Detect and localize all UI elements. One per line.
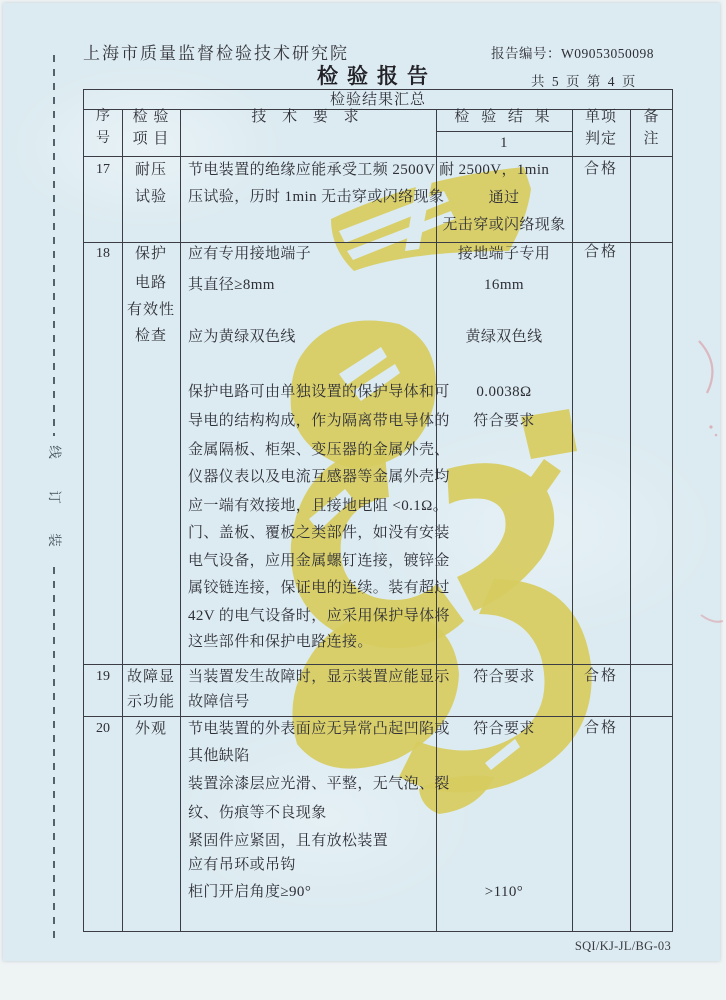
- header-item: 项 目: [132, 131, 170, 147]
- result-line: 符合要求: [473, 721, 535, 737]
- table-row-line: [84, 716, 672, 717]
- page-count: 共 5 页 第 4 页: [531, 74, 638, 89]
- item-line: 保护: [134, 246, 167, 262]
- row-no: 18: [96, 246, 110, 261]
- header-requirement: 技 术 要 求: [251, 109, 365, 125]
- header-item: 检 验: [132, 109, 170, 125]
- requirement-line: 柜门开启角度≥90°: [188, 884, 312, 900]
- requirement-line: 节电装置的绝缘应能承受工频 2500V 耐: [188, 162, 455, 178]
- row-no: 20: [96, 721, 110, 736]
- verdict: 合格: [583, 161, 618, 177]
- header-result-sub: 1: [500, 135, 508, 151]
- table-column-line: [572, 109, 573, 931]
- result-line: >110°: [484, 884, 524, 900]
- result-line: 符合要求: [473, 669, 535, 685]
- requirement-line: 应一端有效接地，且接地电阻 <0.1Ω。: [188, 498, 449, 514]
- result-line: 2500V，1min: [458, 162, 550, 178]
- item-line: 示功能: [126, 694, 175, 710]
- result-line: 接地端子专用: [457, 246, 551, 262]
- requirement-line: 42V 的电气设备时，应采用保护导体将: [188, 608, 450, 624]
- requirement-line: 当装置发生故障时，显示装置应能显示: [188, 669, 450, 685]
- requirement-line: 其直径≥8mm: [188, 277, 275, 293]
- item-line: 有效性: [126, 302, 175, 318]
- table-summary-title: 检验结果汇总: [329, 92, 426, 108]
- requirement-line: 金属隔板、柜架、变压器的金属外壳、: [188, 442, 450, 458]
- result-line: 无击穿或闪络现象: [442, 217, 566, 233]
- result-line: 黄绿双色线: [465, 329, 543, 345]
- inspection-results-table: [83, 89, 673, 932]
- report-number: 报告编号：W09053050098: [491, 46, 654, 61]
- requirement-line: 应为黄绿双色线: [188, 329, 296, 345]
- result-subheader-line: [436, 131, 572, 132]
- requirement-line: 紧固件应紧固，且有放松装置: [188, 833, 389, 849]
- result-line: 0.0038Ω: [476, 384, 532, 400]
- item-line: 故障显: [126, 669, 175, 685]
- requirement-line: 仪器仪表以及电流互感器等金属外壳均: [188, 469, 450, 485]
- header-no: 号: [96, 131, 110, 146]
- verdict: 合格: [583, 244, 618, 260]
- table-row-line: [84, 156, 672, 157]
- header-verdict: 单项: [584, 109, 617, 125]
- binding-dashed-line-bottom: [53, 567, 55, 943]
- verdict: 合格: [583, 668, 618, 684]
- report-title: 检验报告: [317, 64, 437, 88]
- header-note: 备: [643, 109, 659, 125]
- requirement-line: 这些部件和保护电路连接。: [188, 634, 373, 650]
- requirement-line: 属铰链连接，保证电的连续。装有超过: [188, 580, 450, 596]
- binding-line-char: 订: [47, 490, 62, 504]
- table-column-line: [630, 109, 631, 931]
- result-line: 通过: [488, 190, 520, 206]
- requirement-line: 电气设备，应用金属螺钉连接，镀锌金: [188, 553, 450, 569]
- item-line: 耐压: [134, 162, 167, 178]
- requirement-line: 导电的结构构成，作为隔离带电导体的: [188, 413, 450, 429]
- item-line: 外观: [134, 721, 167, 737]
- requirement-line: 装置涂漆层应光滑、平整，无气泡、裂: [188, 776, 450, 792]
- table-row-line: [84, 664, 672, 665]
- form-code: SQI/KJ-JL/BG-03: [574, 939, 671, 953]
- verdict: 合格: [583, 720, 618, 736]
- requirement-line: 故障信号: [188, 694, 250, 710]
- requirement-line: 门、盖板、覆板之类部件，如没有安装: [188, 525, 450, 541]
- result-line: 符合要求: [473, 413, 535, 429]
- item-line: 电路: [134, 275, 167, 291]
- row-no: 17: [96, 162, 110, 177]
- table-column-line: [122, 109, 123, 931]
- header-no: 序: [96, 109, 110, 124]
- requirement-line: 压试验，历时 1min 无击穿或闪络现象: [188, 189, 445, 205]
- binding-line-char: 线: [47, 445, 62, 459]
- requirement-line: 应有吊环或吊钩: [188, 857, 296, 873]
- binding-line-char: 装: [47, 533, 62, 547]
- header-verdict: 判定: [584, 131, 617, 147]
- row-no: 19: [96, 669, 110, 684]
- requirement-line: 纹、伤痕等不良现象: [188, 805, 327, 821]
- requirement-line: 其他缺陷: [188, 748, 250, 764]
- requirement-line: 应有专用接地端子: [188, 246, 312, 262]
- paper-sheet: [3, 3, 720, 961]
- header-result: 检 验 结 果: [454, 109, 554, 125]
- binding-dashed-line-top: [53, 55, 55, 436]
- table-column-line: [180, 109, 181, 931]
- requirement-line: 节电装置的外表面应无异常凸起凹陷或: [188, 721, 450, 737]
- red-seal-bleed-marks: [693, 323, 726, 643]
- item-line: 检查: [134, 328, 167, 344]
- result-line: 16mm: [484, 277, 524, 293]
- institute-name: 上海市质量监督检验技术研究院: [83, 44, 349, 63]
- header-note: 注: [643, 131, 659, 147]
- requirement-line: 保护电路可由单独设置的保护导体和可: [188, 384, 450, 400]
- item-line: 试验: [134, 189, 167, 205]
